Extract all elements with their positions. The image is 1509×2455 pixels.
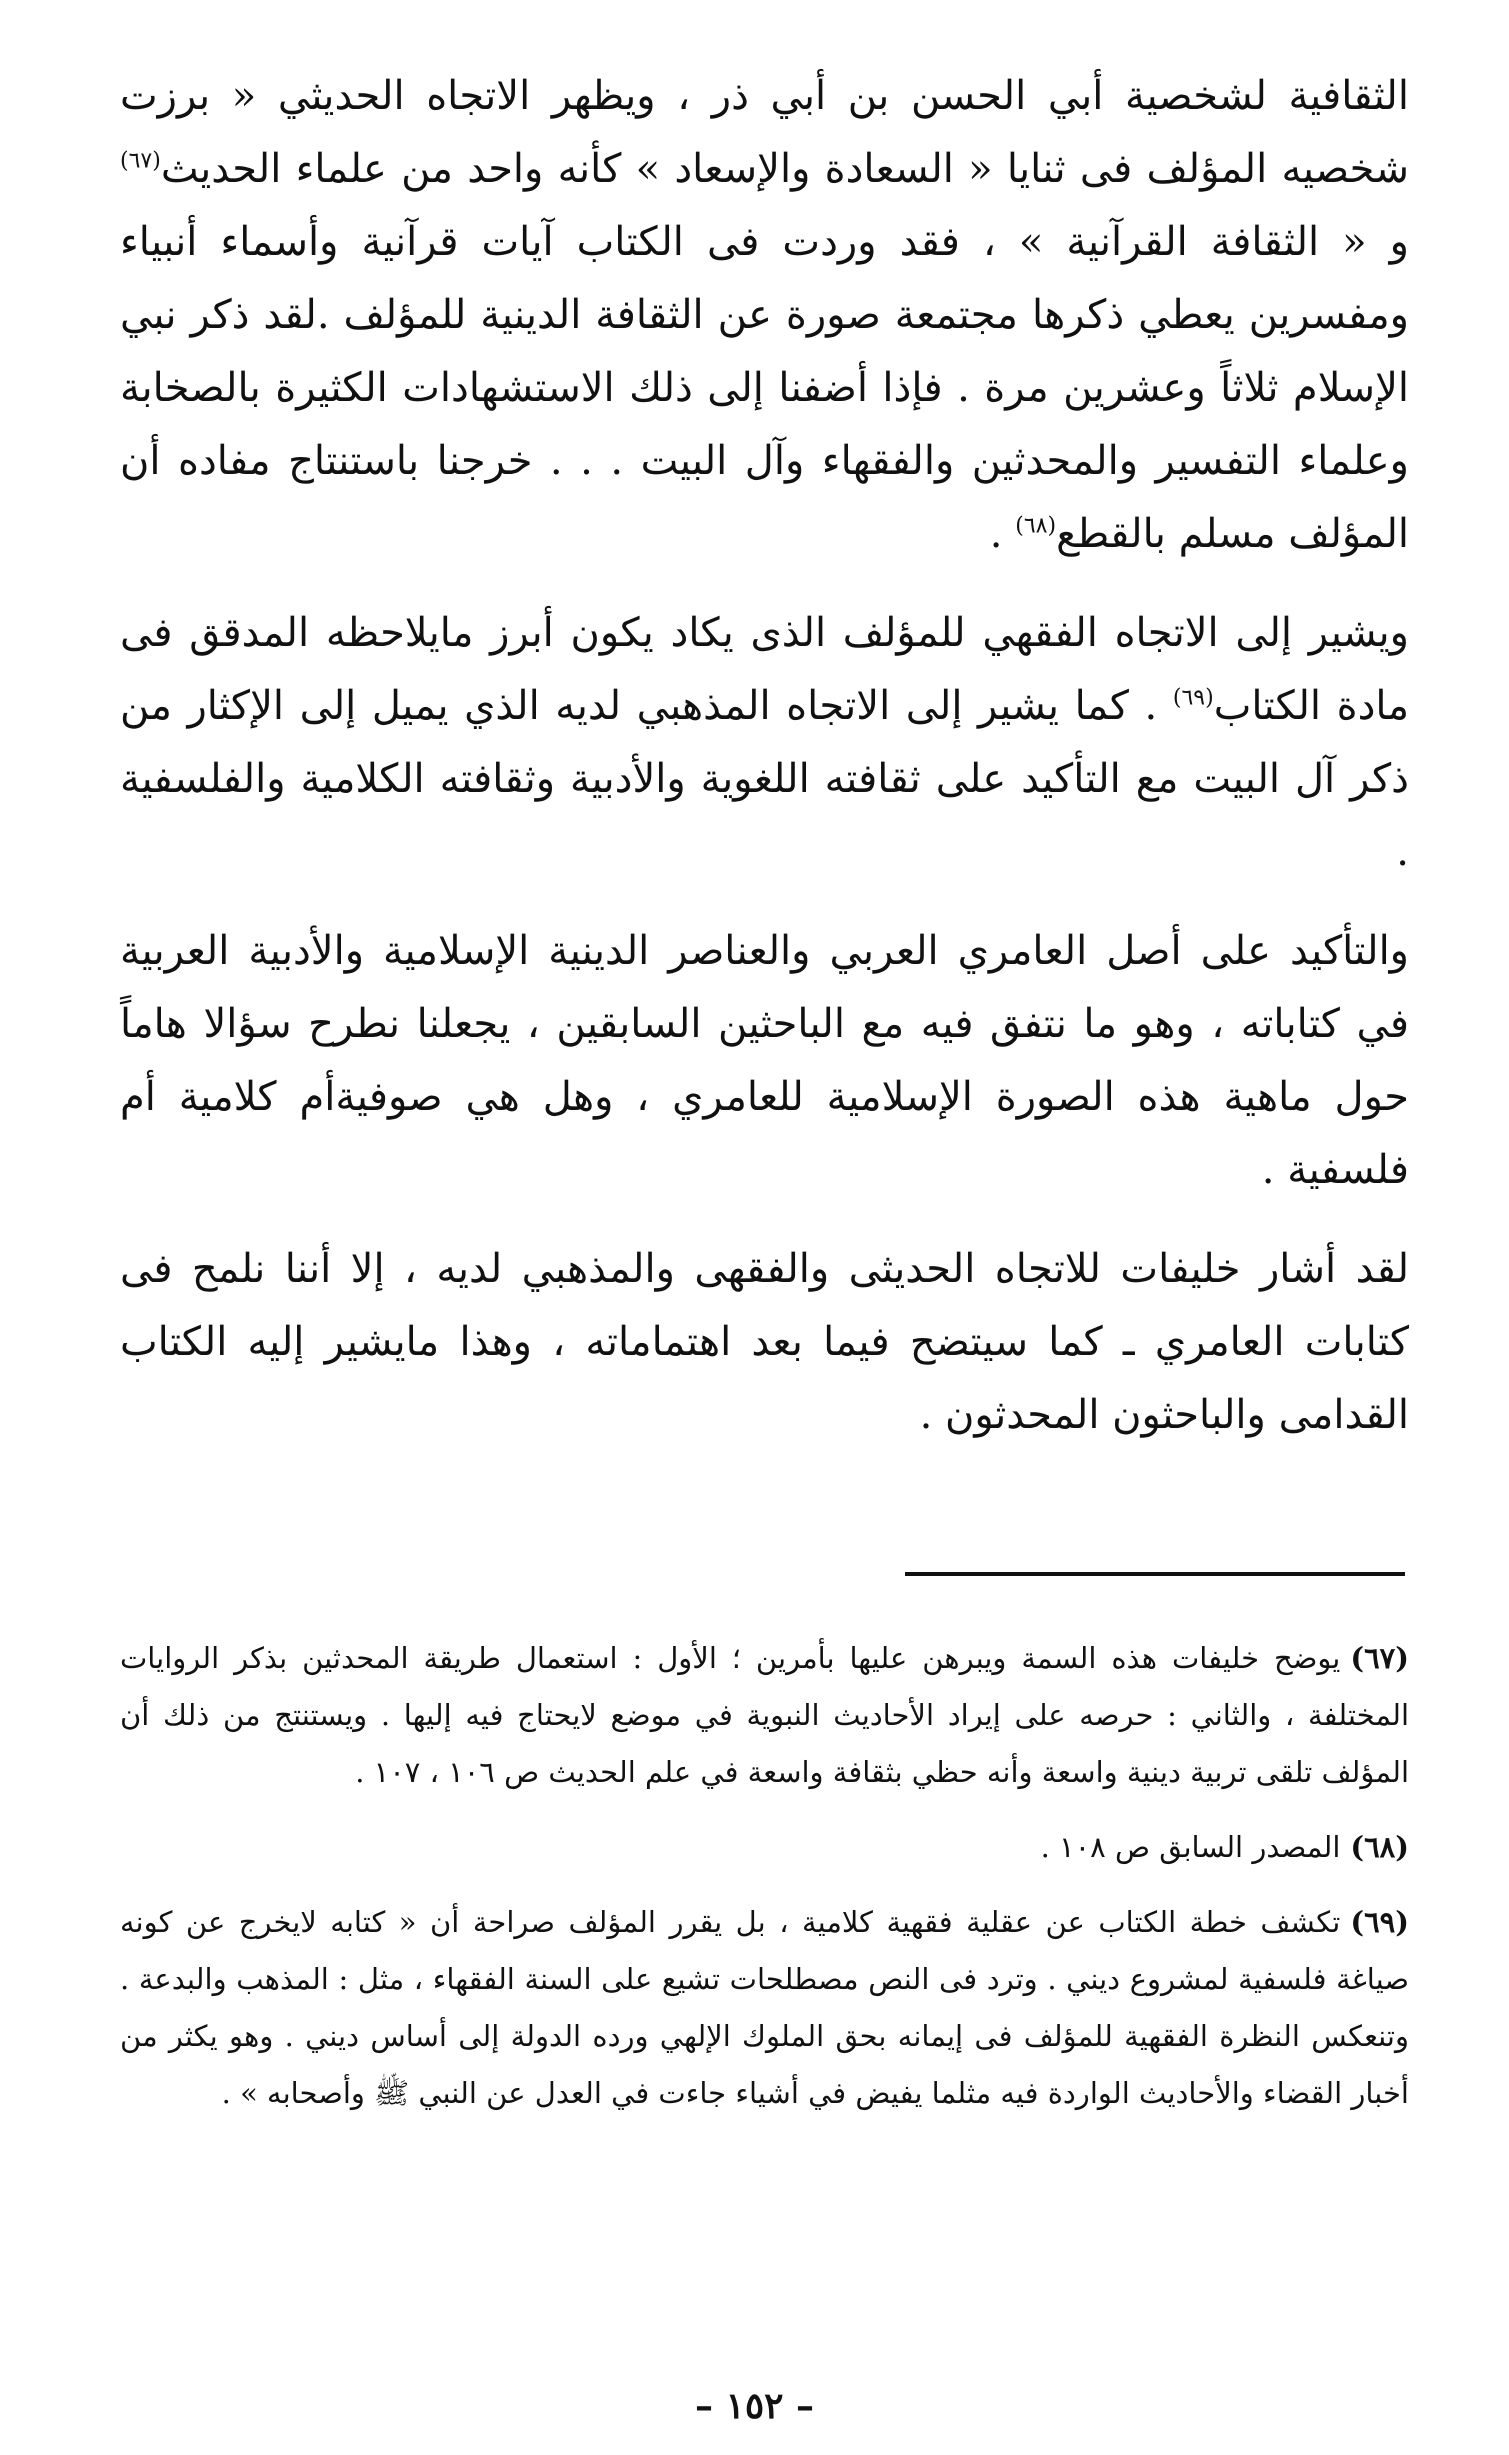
main-text (120, 60, 1409, 1452)
page-number: – ١٥٢ – (694, 2385, 815, 2427)
footnote-ref-68[interactable]: (٦٨) (1015, 513, 1057, 539)
footnote-68 (120, 1819, 1409, 1876)
footnote-68-number: (٦٨) (1350, 1830, 1409, 1864)
paragraph-1-end: . (989, 511, 1016, 557)
paragraph-3 (120, 915, 1409, 1207)
footnote-67-number: (٦٧) (1350, 1641, 1409, 1675)
footnote-69 (120, 1894, 1409, 2122)
paragraph-2 (120, 597, 1409, 889)
paragraph-1 (120, 60, 1409, 571)
footnote-ref-69[interactable]: (٦٩) (1172, 685, 1214, 711)
footnote-67 (120, 1630, 1409, 1801)
footnote-separator (905, 1572, 1405, 1576)
paragraph-4 (120, 1233, 1409, 1452)
paragraph-1-text-cont: و « الثقافة القرآنية » ، فقد وردت فى الكتاب آيات قرآنية وأسماء أنبياء ومفسرين يعطي ذكرها مجتمعة صورة عن الثقافة الدينية للمؤلف .لقد ذكر نبي الإسلام ثلاثاً وعشرين مرة . فإذا أضفنا إلى ذلك الاستشهادات الكثيرة بالصخابة وعلماء التفسير والمحدثين والفقهاء وآل البيت . . . خرجنا باستنتاج مفاده أن المؤلف مسلم بالقطع (120, 219, 1410, 557)
paragraph-2-text: ويشير إلى الاتجاه الفقهي للمؤلف الذى يكاد يكون أبرز مايلاحظه المدقق فى مادة الكتاب (120, 610, 1409, 729)
footnote-ref-67[interactable]: (٦٧) (120, 148, 161, 174)
footnote-69-text: تكشف خطة الكتاب عن عقلية فقهية كلامية ، بل يقرر المؤلف صراحة أن « كتابه لايخرج عن كونه صياغة فلسفية لمشروع ديني . وترد فى النص مصطلحات تشيع على السنة الفقهاء ، مثل : المذهب والبدعة . وتنعكس النظرة الفقهية للمؤلف فى إيمانه بحق الملوك الإلهي ورده الدولة إلى أساس ديني . وهو يكثر من أخبار القضاء والأحاديث الواردة فيه مثلما يفيض في أشياء جاءت في العدل عن النبي ﷺ وأصحابه » . (120, 1905, 1409, 2110)
paragraph-3-text: والتأكيد على أصل العامري العربي والعناصر الدينية الإسلامية والأدبية العربية في كتاباته ، وهو ما نتفق فيه مع الباحثين السابقين ، يجعلنا نطرح سؤالا هاماً حول ماهية هذه الصورة الإسلامية للعامري ، وهل هي صوفيةأم كلامية أم فلسفية . (120, 928, 1409, 1193)
paragraph-4-text: لقد أشار خليفات للاتجاه الحديثى والفقهى والمذهبي لديه ، إلا أننا نلمح فى كتابات العامري ـ كما سيتضح فيما بعد اهتماماته ، وهذا مايشير إليه الكتاب القدامى والباحثون المحدثون . (120, 1246, 1409, 1438)
paragraph-2-text-cont: . كما يشير إلى الاتجاه المذهبي لديه الذي يميل إلى الإكثار من ذكر آل البيت مع التأكيد على ثقافته اللغوية والأدبية وثقافته الكلامية والفلسفية . (120, 683, 1409, 875)
paragraph-1-text: الثقافية لشخصية أبي الحسن بن أبي ذر ، ويظهر الاتجاه الحديثي « برزت شخصيه المؤلف فى ثنايا « السعادة والإسعاد » كأنه واحد من علماء الحديث (120, 73, 1409, 192)
footnote-68-text: المصدر السابق ص ١٠٨ . (1040, 1830, 1341, 1864)
footnotes (120, 1630, 1409, 2140)
footnote-69-number: (٦٩) (1350, 1905, 1409, 1939)
footnote-67-text: يوضح خليفات هذه السمة ويبرهن عليها بأمرين ؛ الأول : استعمال طريقة المحدثين بذكر الروايات المختلفة ، والثاني : حرصه على إيراد الأحاديث النبوية في موضع لايحتاج فيه إليها . ويستنتج من ذلك أن المؤلف تلقى تربية دينية واسعة وأنه حظي بثقافة واسعة في علم الحديث ص ١٠٦ ، ١٠٧ . (120, 1641, 1409, 1789)
